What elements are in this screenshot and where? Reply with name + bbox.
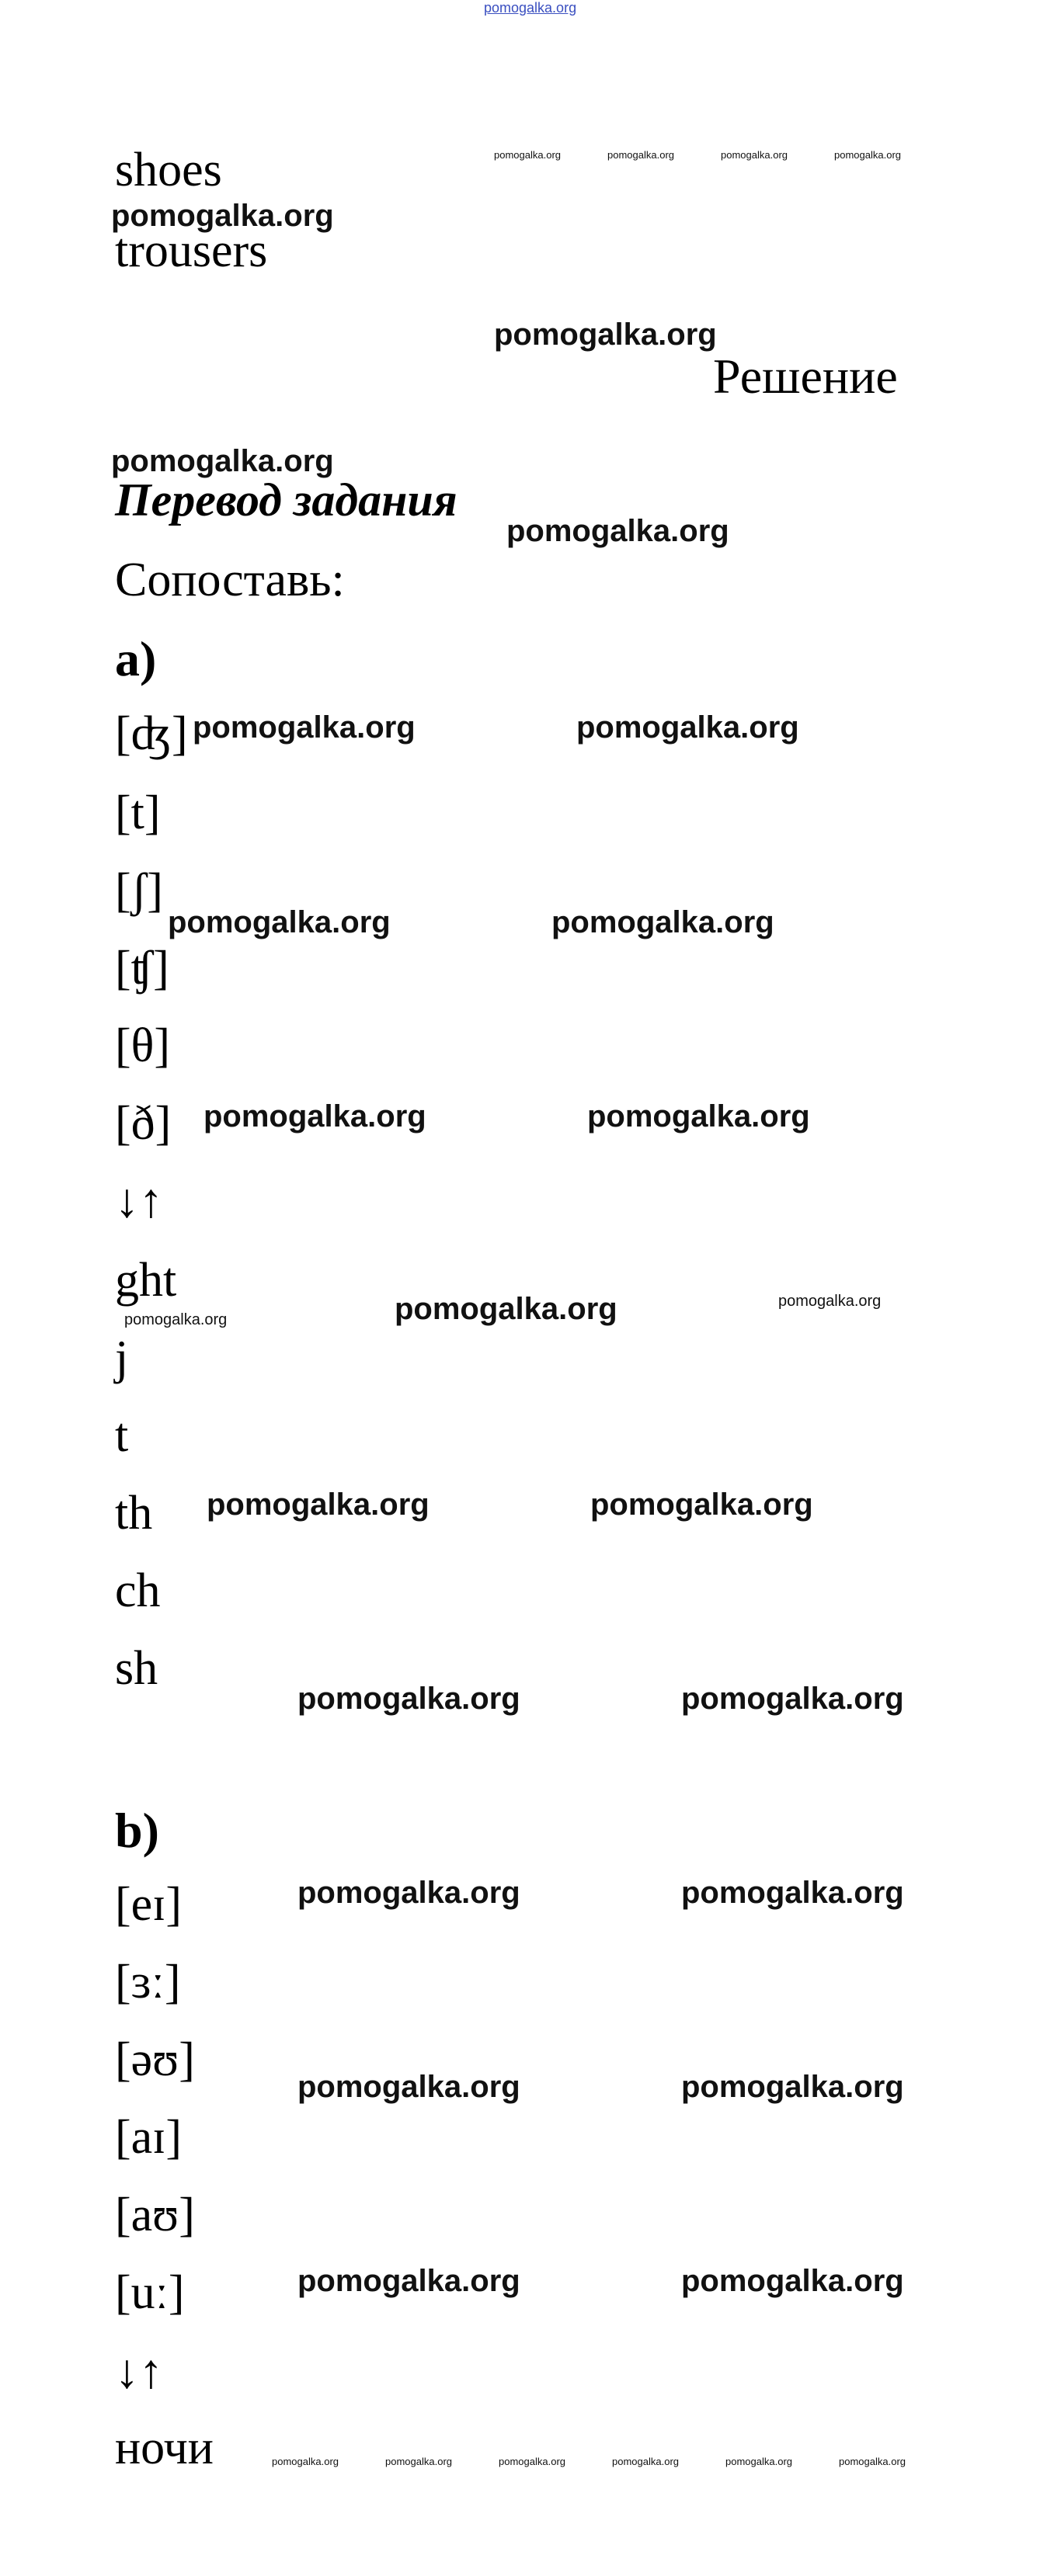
sound-item: [uː] [115, 2266, 185, 2319]
letters-item: t [115, 1409, 129, 1462]
watermark: pomogalka.org [607, 149, 674, 161]
solution-label: Решение [713, 349, 898, 404]
watermark: pomogalka.org [168, 905, 391, 939]
watermark: pomogalka.org [494, 149, 561, 161]
letters-item: ght [115, 1254, 177, 1307]
watermark: pomogalka.org [297, 1682, 520, 1716]
sound-item: [eɪ] [115, 1878, 183, 1931]
section-b-label: b) [115, 1803, 159, 1858]
word-trousers: trousers [115, 224, 268, 277]
watermark: pomogalka.org [681, 1876, 904, 1910]
watermark: pomogalka.org [272, 2456, 339, 2467]
sound-item: [ʤ] [115, 707, 188, 760]
watermark: pomogalka.org [193, 710, 416, 745]
watermark: pomogalka.org [551, 905, 774, 939]
watermark: pomogalka.org [721, 149, 788, 161]
watermark: pomogalka.org [681, 1682, 904, 1716]
letters-item: ch [115, 1564, 161, 1617]
watermark: pomogalka.org [778, 1293, 882, 1310]
watermark: pomogalka.org [681, 2070, 904, 2104]
watermark: pomogalka.org [834, 149, 901, 161]
sound-item: [əʊ] [115, 2033, 195, 2086]
watermark: pomogalka.org [203, 1099, 426, 1134]
word-shoes: shoes [115, 144, 222, 196]
sound-item: [ð] [115, 1097, 172, 1150]
section-a-label: a) [115, 631, 157, 686]
sound-item: [θ] [115, 1019, 170, 1072]
watermark: pomogalka.org [506, 514, 729, 548]
watermark: pomogalka.org [111, 444, 334, 478]
watermark: pomogalka.org [494, 318, 717, 352]
watermark: pomogalka.org [207, 1488, 430, 1522]
watermark: pomogalka.org [124, 1311, 228, 1328]
arrows-icon: ↓↑ [115, 2345, 163, 2398]
sound-item: [ʃ] [115, 864, 163, 917]
watermark: pomogalka.org [587, 1099, 810, 1134]
letters-item: j [115, 1331, 129, 1384]
translation-heading: Перевод задания [115, 474, 457, 526]
watermark: pomogalka.org [576, 710, 799, 745]
word-nochi: ночи [115, 2422, 214, 2474]
arrows-icon: ↓↑ [115, 1175, 163, 1227]
watermark: pomogalka.org [839, 2456, 906, 2467]
sound-item: [ɜː] [115, 1956, 181, 2008]
watermark: pomogalka.org [297, 2070, 520, 2104]
letters-item: th [115, 1487, 153, 1540]
site-link[interactable]: pomogalka.org [484, 0, 577, 16]
sound-item: [t] [115, 786, 161, 839]
letters-item: sh [115, 1642, 158, 1695]
watermark: pomogalka.org [499, 2456, 565, 2467]
watermark: pomogalka.org [681, 2264, 904, 2298]
watermark: pomogalka.org [395, 1292, 617, 1326]
watermark: pomogalka.org [385, 2456, 452, 2467]
watermark: pomogalka.org [590, 1488, 813, 1522]
sound-item: [ʧ] [115, 942, 169, 995]
watermark: pomogalka.org [111, 199, 334, 233]
watermark: pomogalka.org [297, 1876, 520, 1910]
watermark: pomogalka.org [297, 2264, 520, 2298]
sound-item: [aɪ] [115, 2111, 183, 2164]
instruction: Сопоставь: [115, 554, 345, 606]
watermark: pomogalka.org [612, 2456, 679, 2467]
watermark: pomogalka.org [725, 2456, 792, 2467]
sound-item: [aʊ] [115, 2189, 195, 2241]
